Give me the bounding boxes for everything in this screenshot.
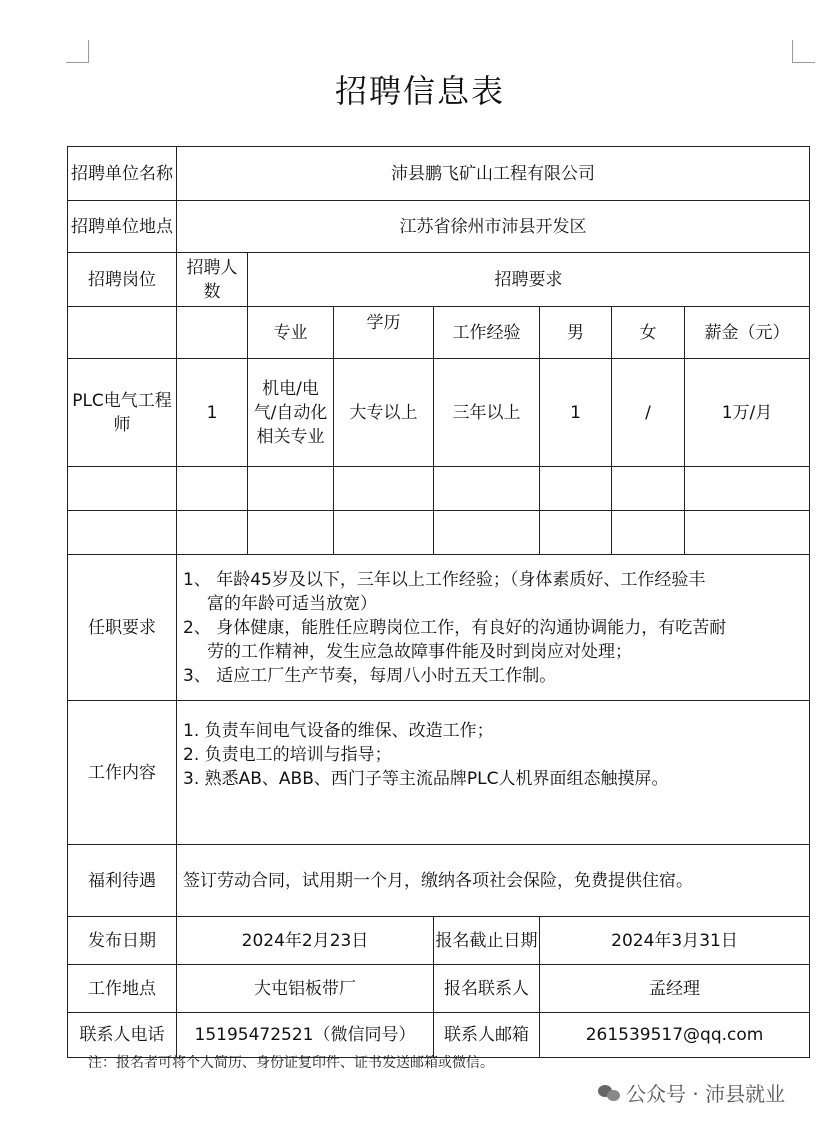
empty-cell: [68, 307, 177, 359]
position-label: 招聘岗位: [68, 253, 177, 307]
empty-cell: [177, 467, 248, 511]
publish-date-label: 发布日期: [68, 917, 177, 965]
position-female: /: [612, 359, 685, 467]
publish-date-value: 2024年2月23日: [177, 917, 434, 965]
qualification-line: 富的年龄可适当放宽）: [207, 593, 377, 614]
contact-person-label: 报名联系人: [434, 965, 540, 1013]
empty-cell: [434, 467, 540, 511]
company-value: 沛县鹏飞矿山工程有限公司: [177, 147, 810, 201]
duties-content: [177, 701, 810, 845]
empty-cell: [248, 511, 334, 555]
position-salary: 1万/月: [685, 359, 810, 467]
corner-mark-top-right: [792, 40, 815, 63]
empty-cell: [334, 511, 434, 555]
phone-label: 联系人电话: [68, 1013, 177, 1058]
watermark: [598, 1078, 785, 1107]
empty-cell: [334, 467, 434, 511]
benefits-value: 签订劳动合同，试用期一个月，缴纳各项社会保险，免费提供住宿。: [177, 845, 810, 917]
empty-cell: [68, 467, 177, 511]
count-label: 招聘人数: [177, 253, 248, 307]
work-place-label: 工作地点: [68, 965, 177, 1013]
location-value: 江苏省徐州市沛县开发区: [177, 201, 810, 253]
wechat-icon: [598, 1085, 620, 1101]
empty-cell: [612, 511, 685, 555]
document-title: 招聘信息表: [334, 72, 505, 110]
qualification-line: 劳的工作精神，发生应急故障事件能及时到岗应对处理；: [207, 641, 632, 662]
qualifications-label: 任职要求: [68, 555, 177, 701]
recruitment-table: [67, 146, 810, 1058]
education-header: 学历: [334, 307, 434, 359]
salary-header: 薪金（元）: [685, 307, 810, 359]
duties-label: 工作内容: [68, 701, 177, 845]
empty-cell: [612, 467, 685, 511]
qualifications-content: [177, 555, 810, 701]
qualification-line: 2、 身体健康，能胜任应聘岗位工作，有良好的沟通协调能力，有吃苦耐: [183, 617, 727, 638]
empty-cell: [540, 467, 612, 511]
male-header: 男: [540, 307, 612, 359]
watermark-text: 公众号 · 沛县就业: [626, 1082, 786, 1106]
empty-cell: [540, 511, 612, 555]
company-label: 招聘单位名称: [68, 147, 177, 201]
empty-cell: [685, 511, 810, 555]
phone-value: 15195472521（微信同号）: [177, 1013, 434, 1058]
deadline-value: 2024年3月31日: [540, 917, 810, 965]
position-name: PLC电气工程师: [68, 359, 177, 467]
position-major: 机电/电气/自动化相关专业: [248, 359, 334, 467]
benefits-label: 福利待遇: [68, 845, 177, 917]
contact-person-value: 孟经理: [540, 965, 810, 1013]
duty-line: 1. 负责车间电气设备的维保、改造工作；: [183, 721, 494, 741]
position-male: 1: [540, 359, 612, 467]
duty-line: 2. 负责电工的培训与指导；: [183, 745, 392, 765]
female-header: 女: [612, 307, 685, 359]
footer-note: 注：报名者可将个人简历、身份证复印件、证书发送邮箱或微信。: [88, 1055, 494, 1071]
email-label: 联系人邮箱: [434, 1013, 540, 1058]
deadline-label: 报名截止日期: [434, 917, 540, 965]
requirements-label: 招聘要求: [248, 253, 810, 307]
email-value: 261539517@qq.com: [540, 1013, 810, 1058]
major-header: 专业: [248, 307, 334, 359]
experience-header: 工作经验: [434, 307, 540, 359]
empty-cell: [434, 511, 540, 555]
empty-cell: [68, 511, 177, 555]
corner-mark-top-left: [66, 40, 89, 63]
work-place-value: 大屯铝板带厂: [177, 965, 434, 1013]
empty-cell: [177, 511, 248, 555]
empty-cell: [177, 307, 248, 359]
location-label: 招聘单位地点: [68, 201, 177, 253]
qualification-line: 3、 适应工厂生产节奏，每周八小时五天工作制。: [183, 665, 557, 686]
position-education: 大专以上: [334, 359, 434, 467]
qualification-line: 1、 年龄45岁及以下，三年以上工作经验；（身体素质好、工作经验丰: [183, 569, 706, 590]
duty-line: 3. 熟悉AB、ABB、西门子等主流品牌PLC人机界面组态触摸屏。: [183, 769, 669, 789]
empty-cell: [685, 467, 810, 511]
empty-cell: [248, 467, 334, 511]
position-experience: 三年以上: [434, 359, 540, 467]
position-count: 1: [177, 359, 248, 467]
